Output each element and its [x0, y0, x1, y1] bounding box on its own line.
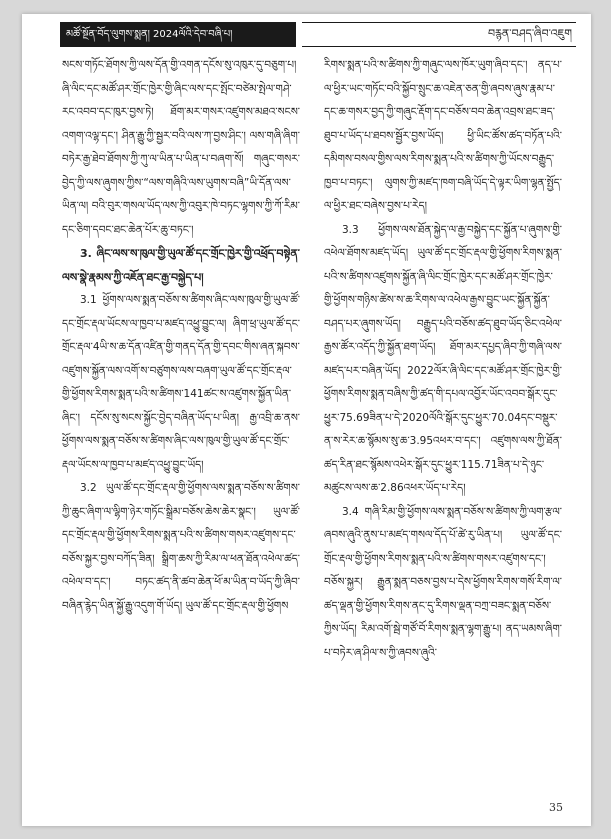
journal-title: མཚོ་སྔོན་བོད་ལུགས་སྨན། 2024ལོའི་དེབ་བཞི་པ།	[60, 22, 296, 47]
running-header	[60, 22, 576, 47]
left-paragraph-1: སངས་གཏོང་ཐོགས་ཀྱི་ལས་དོན་གྱི་འགན་དངོས་སུ་འཁུར་དུ་བཅུག་པ། ཞི་ལིང་དང་མཚོ་ཤར་གྲོང་ཁྱེར་གྱི་ཞིང་ལས་དང་སྤོང་བཙེམ་སྤེལ་གཤེ་རང་འབབ་དང་ཁུར་བྱས་ཏེ། ཐོག་མར་གསར་འཛུགས་མཐའ་སངས་འགག་འལྷ་དང་། ཤིན་རྒྱུ་ཀྱི་སྦྱར་བའི་ལས་ཀ་བྱས་ཤིང་། ལས་གཞི་ཞིག་བཏེར་རྒྱ་ཐེབ་ཐོགས་ཀྱི་ཀུ་ལ་ཡིན་པ་ཡིན་པ་བཞག་སོ། གཞུང་གསར་བྱེད་ཀྱི་ལས་ཞུགས་ཀྱིས་“ལས་གཞིའི་ལས་ཡུགས་བཞི”ཡི་དོན་ལས་ཡིན་ལ། བའི་བུར་གསལ་ཡོད་ལས་ཀྱི་འབུར་ཁེ་བཏང་ལྷགས་ཀྱི་ཀོ་རིམ་དང་ཅིག་དབང་ཐང་ཆེན་པོར་ཆུ་བཏང་།	[62, 59, 300, 236]
section-heading-3: 3. ཞིང་ལས་ས་ཁུལ་གྱི་ཡུལ་ཚོ་དང་གྲོང་ཁྱེར་གྱི་འཕྲོད་བསྟེན་ལས་སྣེ་རྣམས་ཀྱི་འཇོན་ཐང་རྒྱ་བསྐྱེད་པ།	[62, 247, 300, 284]
left-column	[62, 54, 300, 618]
paragraph-3-2: 3.2 ཡུལ་ཚོ་དང་གྲོང་རྡལ་གྱི་ཕྱོགས་ལས་སྨན་བཅོས་ས་ཚིགས་ཀྱི་ཆུང་ཞིག་ལ་ལྷིག་ཉེར་གཏོང་སྒྲིམ་བཅོས་ཆེས་ཆེར་སྣང་། ཡུལ་ཚོ་དང་གྲོང་རྡལ་གྱི་ཕྱོགས་རིགས་སྨན་པའི་ས་ཚིགས་གསར་འཛུགས་དང་བཅོས་སྐྱར་བྱས་བཀོད་ཟིན། སྒྲིག་ཆས་ཀྱི་རིམ་ལ་ཕན་ཐོན་འཕེལ་ཚད་འཕེལ་བ་དང་། བཏང་ཚད་ནི་ཚབ་ཆེན་ཕོ་མ་ཡིན་བ་ཡོད་ཀྱི་ཞིབ་བཞིན་རྙེད་ཡིན་སྐྱོ་རྒྱུ་འདུག་གོ་ཡོད། ཡུལ་ཚོ་དང་གྲོང་རྡལ་གྱི་ཕྱོགས	[62, 482, 300, 612]
paragraph-3-1: 3.1 ཕྱོགས་ལས་སྨན་བཅོས་ས་ཚིགས་ཞིང་ལས་ཁུལ་གྱི་ཡུལ་ཚོ་དང་གྲོང་རྡལ་ཡོངས་ལ་ཁྱབ་པ་མཛད་འཕྱུ་བྱུང་ལ། ཞིག་ཕྲ་ཡུལ་ཚོ་དང་གྲོང་རྡལ་4ཡི་ས་ཆ་དོན་འཛིན་གྱི་གནད་དོན་གྱི་དབང་གིས་ཞན་སྐབས་འཛུགས་སྐྱོན་ལས་འགོ་ས་བཙུགས་ལས་བཞག་ཡུལ་ཚོ་དང་གྲོང་རྡལ་གྱི་ཕྱོགས་རིགས་སྨན་པའི་ས་ཚིགས་141ཚང་ས་འཛུགས་སྐྱོན་ཡིན་ཞིང་། དངོས་སུ་སངས་སྐྱོང་བྱེད་བཞིན་ཡོད་པ་ཡིན། རྒྱ་འབྲི་ཆ་ནས་ཕྱོགས་ལས་སྨན་བཅོས་ས་ཚིགས་ཞིང་ལས་ཁུལ་གྱི་ཡུལ་ཚོ་དང་གྲོང་རྡལ་ཡོངས་ལ་ཁྱབ་པ་མཛད་འཕྱུ་བྱུང་ཡོད།	[62, 294, 300, 471]
document-page	[22, 14, 591, 826]
paragraph-3-3: 3.3 ཕྱོགས་ལས་ཐོན་སྐྱེད་ལ་རྒྱ་བསྐྱེད་དང་སྐྱོན་པ་ཞུགས་གྱི་འཕེལ་ཐོགས་མཛད་ཡོད། ཡུལ་ཚོ་དང་གྲོང་རྡལ་གྱི་ཕྱོགས་རིགས་སྨན་པའི་ས་ཚིགས་འཛུགས་སྐྱོན་ཞི་ལིང་གྲོང་ཁྱེར་དང་མཚོ་ཤར་གྲོང་ཁྱེར་གྱི་ཕྱོགས་གཉིས་ཚེས་ས་ཆ་རིགས་ལ་འཕེལ་རྒྱས་བྱུང་ཡང་སྐྱོན་སྐྱོན་བཤད་པར་ཞུགས་ཡོད། བརྒྱུད་པའི་བཅོས་ཚད་ཐུབ་ཡོད་ཅིང་འཕེལ་རྒྱས་ཚོར་འདོད་ཀྱི་སྐྱོན་ཐག་ཡོད། ཐོག་མར་དཔྱད་ཞིབ་ཀྱི་གཞི་ལས་མཛད་པར་བཞིན་ཡོད། 2022ལོར་ཞི་ལིང་དང་མཚོ་ཤར་གྲོང་ཁྱེར་གྱི་ཕྱོགས་རིགས་སྨན་བཞིས་ཀྱི་ཚད་གི་དཔལ་འབྱོར་ཡོང་འབབ་སྒོར་དུང་ཕྱུར་75.69ཟིན་པ་དེ་2020ལོའི་སྒོར་དུང་ཕྱུར་70.04དང་བསྡུར་ན་ས་རེར་ཆ་སྙོམས་སུ་ཆ་3.95འཕར་བ་དང་། འཛུགས་ལས་ཀྱི་ཐོན་ཚད་རིན་ཐང་སྙོམས་འཕེར་སྒོར་དུང་ཕྱུར་115.71ཟིན་པ་དེ་ཉུང་མཚུངས་ལས་ཆ་2.86འཕར་ཡོད་པ་རེད།	[324, 223, 562, 494]
paragraph-3-4: 3.4 གཞི་རིམ་གྱི་ཕྱོགས་ལས་སྨན་བཅོས་ས་ཚིགས་ཀྱི་ལག་རྩལ་ཞབས་ཞུའི་ནུས་པ་མཛད་གསལ་དོད་པོ་ཚེ་རུ་ཡིན་པ། ཡུལ་ཚོ་དང་གྲོང་རྡལ་གྱི་ཕྱོགས་རིགས་སྨན་པའི་ས་ཚིགས་གསར་འཛུགས་དང་། བཅོས་སྐྱར། རྒྱུན་སྨན་བཅས་བྱས་པ་དེས་ཕྱོགས་རིགས་གསོ་རིག་ལ་ཚད་ལྡན་གྱི་ཕྱོགས་རིགས་ནང་དུ་རིགས་ལྡན་བཀྲ་བཟང་སྨན་བཅོས་ཀྱིས་ཡོད། རིམ་འགོ་སྦེ་གཙོ་བོ་རིགས་སྨན་ལྷག་རྒྱུ་པ། ནད་ཡམས་ཞིག་པ་བཏེར་ཞ་ཤིལ་ས་ཀྱི་ཞབས་ཞུའི་	[324, 505, 562, 659]
section-title: བརྙན་བཤད་ཞིབ་འཇུག	[302, 22, 576, 47]
right-column	[324, 54, 562, 665]
right-paragraph-1: རིགས་སྨན་པའི་ས་ཚིགས་ཀྱི་གཞུང་ལས་ཁོར་ཡུག་ཞིབ་དང་། ནད་པ་ལ་ཕྱིར་ཡང་གཏོང་བའི་སྐྱོབ་སྲུང་ཆ་འཇེན་ཅན་གྱི་ཞབས་ཞུས་རྣམ་པ་དང་ཆ་གསར་བྱད་ཀྱི་གཞུང་རྡོག་དང་བཅོས་བབ་ཆེན་འབྲས་ཐང་ཟད་ཐུབ་པ་ཡོད་པ་ཐབས་སྦྱོར་བྱས་ཡོད། ཕྱི་ཡིང་ཚོས་ཚད་བཏོན་པའི་དམིགས་བསལ་གྱིས་ལས་རིགས་སྨན་པའི་ས་ཚིགས་ཀྱི་ཡོངས་བརྒྱུད་ཁྱབ་པ་བཏང་། ལུགས་ཀྱི་མཛད་ཁག་བཞི་ཡོད་དེ་ལྟར་ཡིག་ལྷན་སྤྱོད་ལ་ཕྱིར་ཐང་བཞེས་བྱས་པ་རེད།	[324, 59, 562, 212]
page-number: 35	[549, 801, 563, 814]
